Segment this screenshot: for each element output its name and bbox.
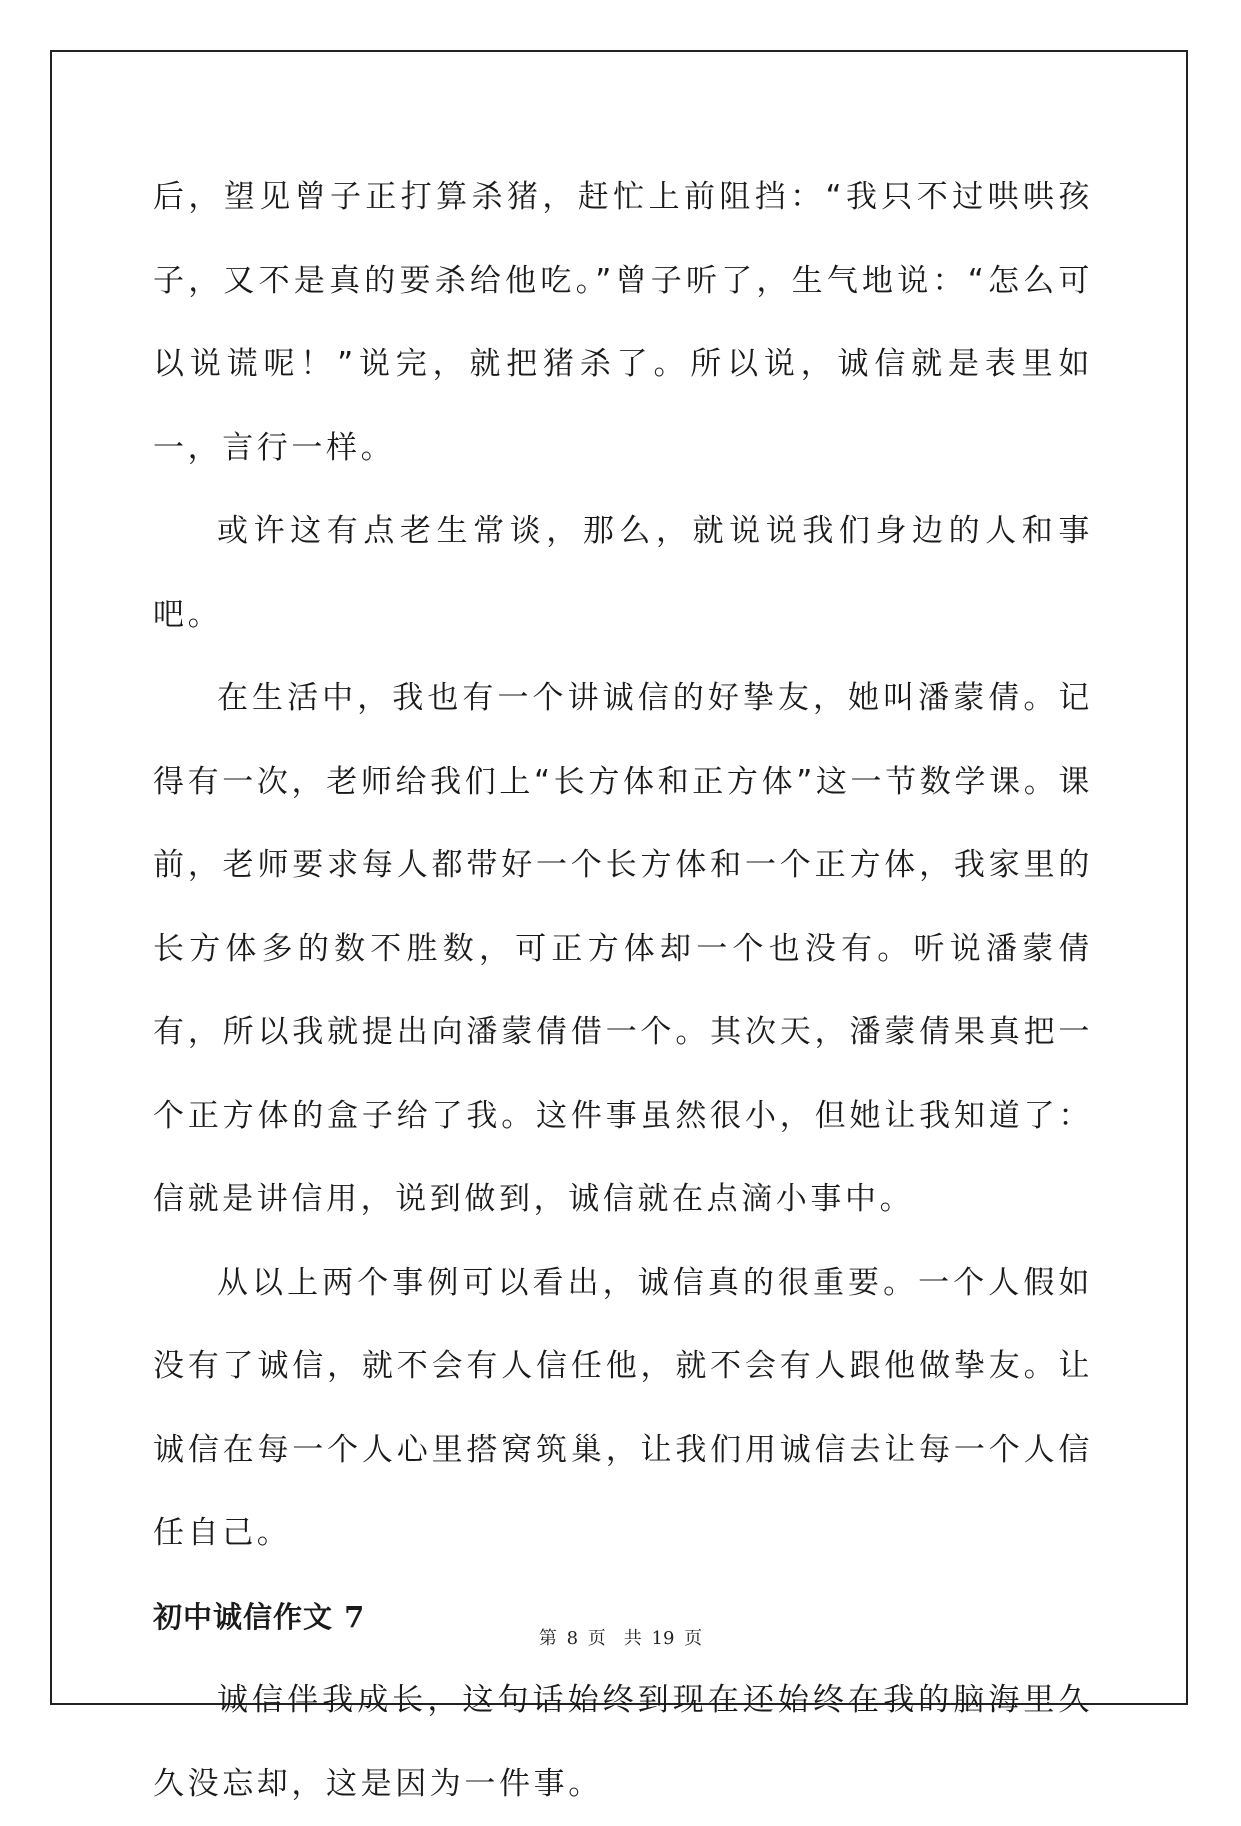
document-body bbox=[153, 160, 1093, 1826]
paragraph: 诚信伴我成长，这句话始终到现在还始终在我的脑海里久久没忘却，这是因为一件事。 bbox=[153, 1682, 1093, 1802]
paragraph: 从以上两个事例可以看出，诚信真的很重要。一个人假如没有了诚信，就不会有人信任他，就不会有人跟他做挚友。让诚信在每一个人心里搭窝筑巢，让我们用诚信去让每一个人信任自己。 bbox=[153, 1264, 1093, 1551]
paragraph: 或许这有点老生常谈，那么，就说说我们身边的人和事吧。 bbox=[153, 513, 1093, 633]
paragraph-continuation: 后，望见曾子正打算杀猪，赶忙上前阻挡：“我只不过哄哄孩子，又不是真的要杀给他吃。”曾子听了，生气地说：“怎么可以说谎呢！”说完，就把猪杀了。所以说，诚信就是表里如一，言行一样。 bbox=[153, 179, 1093, 466]
paragraph: 在生活中，我也有一个讲诚信的好挚友，她叫潘蒙倩。记得有一次，老师给我们上“长方体和正方体”这一节数学课。课前，老师要求每人都带好一个长方体和一个正方体，我家里的长方体多的数不胜数，可正方体却一个也没有。听说潘蒙倩有，所以我就提出向潘蒙倩借一个。其次天，潘蒙倩果真把一个正方体的盒子给了我。这件事虽然很小，但她让我知道了：信就是讲信用，说到做到，诚信就在点滴小事中。 bbox=[153, 680, 1093, 1217]
section-heading: 初中诚信作文 7 bbox=[153, 1599, 366, 1634]
page-number-footer: 第 8 页 共 19 页 bbox=[538, 1628, 703, 1649]
